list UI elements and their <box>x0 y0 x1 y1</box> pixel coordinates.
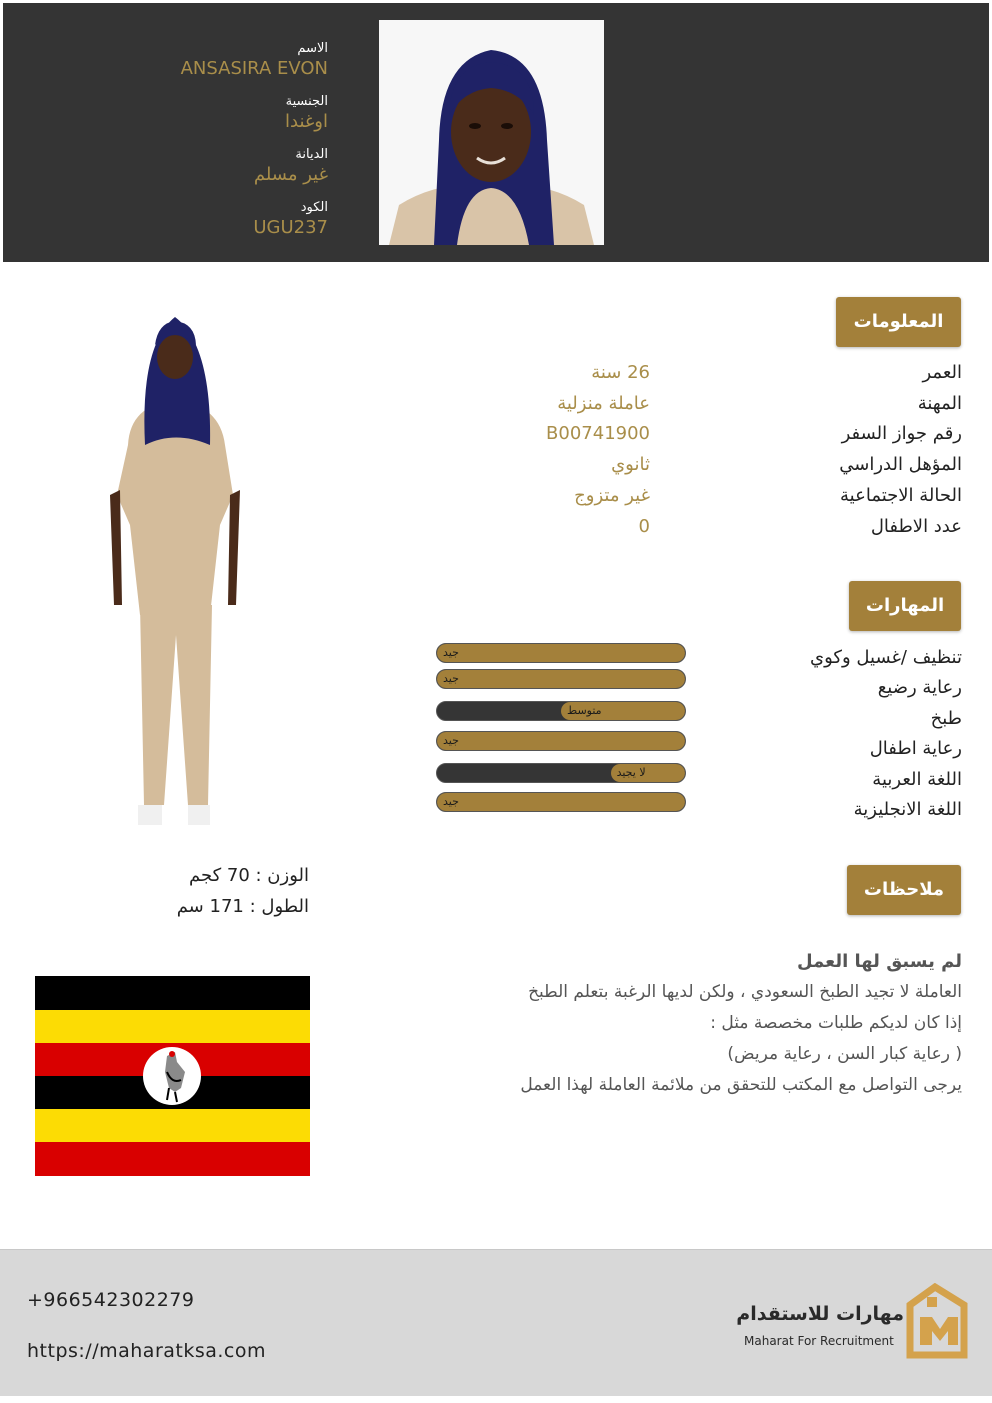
skill-bar-fill <box>437 732 685 750</box>
nationality-value: اوغندا <box>285 111 328 132</box>
uganda-flag <box>35 976 310 1176</box>
religion-value: غير مسلم <box>253 164 328 185</box>
name-label: الاسم <box>297 41 328 56</box>
skill-label-child-care: رعاية اطفال <box>869 738 962 759</box>
skill-label-english: اللغة الانجليزية <box>853 799 962 820</box>
skill-level-text: جيد <box>443 646 459 659</box>
skill-bar <box>436 792 686 812</box>
info-row-age <box>402 362 962 393</box>
info-row-children <box>402 516 962 547</box>
info-row-marital <box>402 485 962 516</box>
skill-label-cleaning: تنظيف /غسيل وكوي <box>810 647 962 668</box>
skill-bar <box>436 643 686 663</box>
code-label: الكود <box>300 200 328 215</box>
full-body-photo <box>100 305 250 850</box>
worker-name: ANSASIRA EVON <box>180 58 328 79</box>
skill-label-baby-care: رعاية رضيع <box>877 677 962 698</box>
skill-label-arabic: اللغة العربية <box>872 769 962 790</box>
age-label: العمر <box>922 362 962 383</box>
skill-level-text: متوسط <box>567 704 602 717</box>
notes-heading: لم يسبق لها العمل <box>797 951 962 972</box>
logo-arabic-text: مهارات للاستقدام <box>736 1303 904 1325</box>
skills-section-title: المهارات <box>849 581 961 631</box>
profession-value: عاملة منزلية <box>557 393 650 414</box>
info-row-profession <box>402 393 962 424</box>
skill-bar <box>436 701 686 721</box>
skill-level-text: جيد <box>443 795 459 808</box>
logo-english-text: Maharat For Recruitment <box>744 1334 894 1348</box>
header-info <box>28 41 328 253</box>
children-label: عدد الاطفال <box>870 516 962 537</box>
skill-level-text: جيد <box>443 672 459 685</box>
maharat-logo <box>736 1283 968 1359</box>
skill-level-text: لا يجيد <box>616 766 646 779</box>
skill-bar <box>436 669 686 689</box>
website-link[interactable]: https://maharatksa.com <box>27 1340 267 1362</box>
info-row-education <box>402 454 962 485</box>
skill-label-cooking: طبخ <box>930 708 962 729</box>
education-value: ثانوي <box>611 454 650 475</box>
profession-label: المهنة <box>917 393 962 414</box>
note-line: العاملة لا تجيد الطبخ السعودي ، ولكن لديها الرغبة بتعلم الطبخ <box>528 982 962 1002</box>
marital-label: الحالة الاجتماعية <box>840 485 962 506</box>
religion-label: الديانة <box>295 147 328 162</box>
marital-value: غير متزوج <box>574 485 650 506</box>
height-text: الطول : 171 سم <box>176 896 309 917</box>
age-value: 26 سنة <box>591 362 650 383</box>
note-line: إذا كان لديكم طلبات مخصصة مثل : <box>710 1013 962 1033</box>
passport-value: B00741900 <box>546 423 650 444</box>
skill-bar <box>436 763 686 783</box>
skill-level-text: جيد <box>443 734 459 747</box>
skill-bar-fill <box>437 644 685 662</box>
phone-number[interactable]: +966542302279 <box>27 1289 195 1311</box>
weight-text: الوزن : 70 كجم <box>189 865 309 886</box>
note-line: ( رعاية كبار السن ، رعاية مريض) <box>727 1044 962 1064</box>
portrait-photo <box>379 20 604 245</box>
info-section-title: المعلومات <box>836 297 961 347</box>
children-value: 0 <box>638 516 650 537</box>
note-line: يرجى التواصل مع المكتب للتحقق من ملائمة العاملة لهذا العمل <box>520 1075 962 1095</box>
code-value: UGU237 <box>253 217 328 238</box>
nationality-label: الجنسية <box>285 94 328 109</box>
info-row-passport <box>402 423 962 454</box>
notes-body <box>422 946 962 1101</box>
skill-bar-fill <box>437 793 685 811</box>
passport-label: رقم جواز السفر <box>841 423 962 444</box>
notes-section-title: ملاحظات <box>847 865 961 915</box>
skill-bar-fill <box>437 670 685 688</box>
education-label: المؤهل الدراسي <box>839 454 962 475</box>
skill-bar <box>436 731 686 751</box>
